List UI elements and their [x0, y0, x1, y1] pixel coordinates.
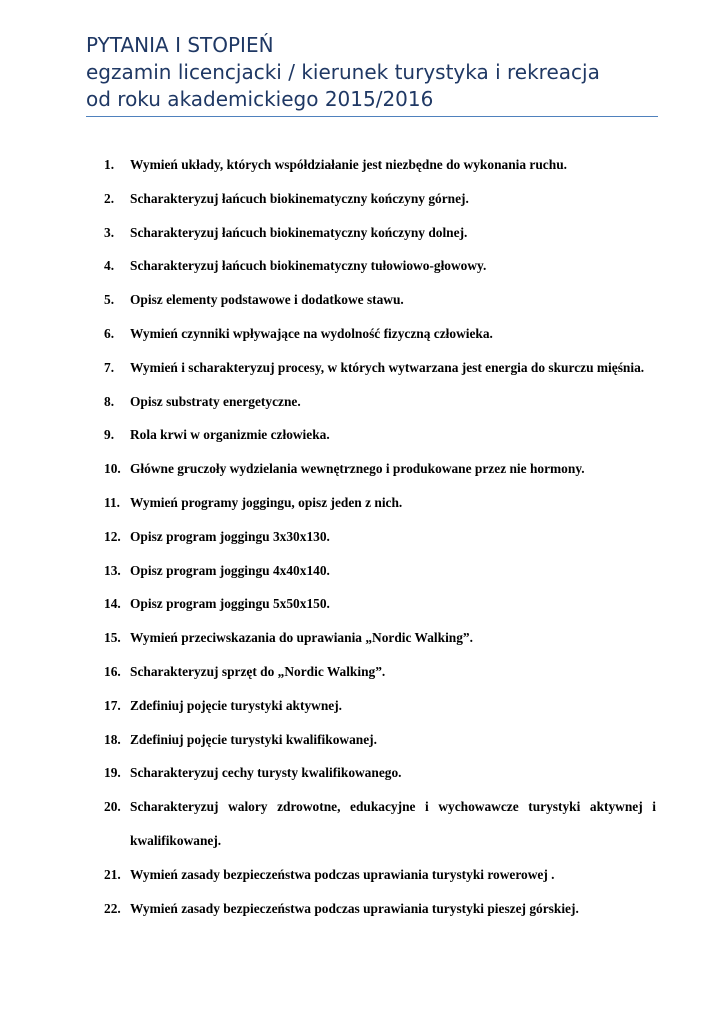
question-number: 15. [104, 630, 121, 646]
document-title: PYTANIA I STOPIEŃ [86, 33, 274, 57]
header-divider [86, 116, 658, 117]
question-item [104, 790, 656, 858]
question-item [104, 723, 656, 757]
document-header [86, 32, 658, 113]
question-number: 10. [104, 461, 121, 477]
question-number: 21. [104, 866, 121, 882]
question-number: 7. [104, 359, 115, 375]
academic-year: od roku akademickiego 2015/2016 [86, 87, 434, 111]
document-subtitle: egzamin licencjacki / kierunek turystyka i rekreacja [86, 60, 600, 84]
question-number: 20. [104, 799, 121, 815]
question-text: Wymień zasady bezpieczeństwa podczas uprawiania turystyki pieszej górskiej. [130, 900, 579, 916]
question-item [104, 689, 656, 723]
question-text: Scharakteryzuj łańcuch biokinematyczny kończyny górnej. [130, 190, 469, 206]
question-item [104, 587, 656, 621]
question-item [104, 621, 656, 655]
question-item [104, 452, 656, 486]
question-item [104, 317, 656, 351]
question-item [104, 554, 656, 588]
question-number: 3. [104, 224, 115, 240]
question-number: 19. [104, 765, 121, 781]
question-number: 11. [104, 494, 120, 510]
question-item [104, 249, 656, 283]
question-text: Opisz substraty energetyczne. [130, 393, 301, 409]
question-number: 5. [104, 292, 115, 308]
question-text: Wymień i scharakteryzuj procesy, w których wytwarzana jest energia do skurczu mięśnia. [130, 359, 645, 375]
question-text: Scharakteryzuj walory zdrowotne, edukacyjne i wychowawcze turystyki aktywnej i kwalifikowanej. [130, 799, 656, 848]
question-text: Zdefiniuj pojęcie turystyki aktywnej. [130, 697, 343, 713]
question-number: 16. [104, 663, 121, 679]
question-number: 22. [104, 900, 121, 916]
question-item [104, 418, 656, 452]
question-number: 4. [104, 258, 115, 274]
question-text: Wymień czynniki wpływające na wydolność fizyczną człowieka. [130, 325, 493, 341]
question-text: Opisz program joggingu 3x30x130. [130, 528, 330, 544]
question-item [104, 385, 656, 419]
question-item [104, 520, 656, 554]
question-number: 13. [104, 562, 121, 578]
question-item [104, 216, 656, 250]
question-item [104, 756, 656, 790]
question-text: Scharakteryzuj sprzęt do „Nordic Walking”. [130, 663, 386, 679]
question-item [104, 858, 656, 892]
question-item [104, 148, 656, 182]
question-list [104, 148, 656, 925]
question-number: 18. [104, 731, 121, 747]
question-item [104, 655, 656, 689]
question-item [104, 182, 656, 216]
question-text: Zdefiniuj pojęcie turystyki kwalifikowanej. [130, 731, 377, 747]
question-number: 6. [104, 325, 115, 341]
question-text: Główne gruczoły wydzielania wewnętrznego i produkowane przez nie hormony. [130, 461, 585, 477]
question-text: Rola krwi w organizmie człowieka. [130, 427, 330, 443]
question-text: Opisz program joggingu 5x50x150. [130, 596, 330, 612]
question-item [104, 283, 656, 317]
question-item [104, 486, 656, 520]
question-number: 12. [104, 528, 121, 544]
question-item [104, 351, 656, 385]
question-text: Opisz elementy podstawowe i dodatkowe stawu. [130, 292, 404, 308]
question-number: 9. [104, 427, 115, 443]
question-text: Wymień układy, których współdziałanie jest niezbędne do wykonania ruchu. [130, 157, 567, 172]
question-text: Scharakteryzuj łańcuch biokinematyczny kończyny dolnej. [130, 224, 468, 240]
question-number: 17. [104, 697, 121, 713]
question-number: 14. [104, 596, 121, 612]
question-text: Scharakteryzuj cechy turysty kwalifikowanego. [130, 765, 402, 781]
question-number: 2. [104, 190, 115, 206]
question-text: Opisz program joggingu 4x40x140. [130, 562, 330, 578]
question-number: 8. [104, 393, 115, 409]
question-text: Wymień programy joggingu, opisz jeden z nich. [130, 494, 403, 510]
question-text: Wymień zasady bezpieczeństwa podczas uprawiania turystyki rowerowej . [130, 866, 555, 882]
question-text: Scharakteryzuj łańcuch biokinematyczny tułowiowo-głowowy. [130, 258, 487, 274]
question-item [104, 892, 656, 926]
question-number: 1. [104, 157, 115, 172]
question-text: Wymień przeciwskazania do uprawiania „Nordic Walking”. [130, 630, 473, 646]
